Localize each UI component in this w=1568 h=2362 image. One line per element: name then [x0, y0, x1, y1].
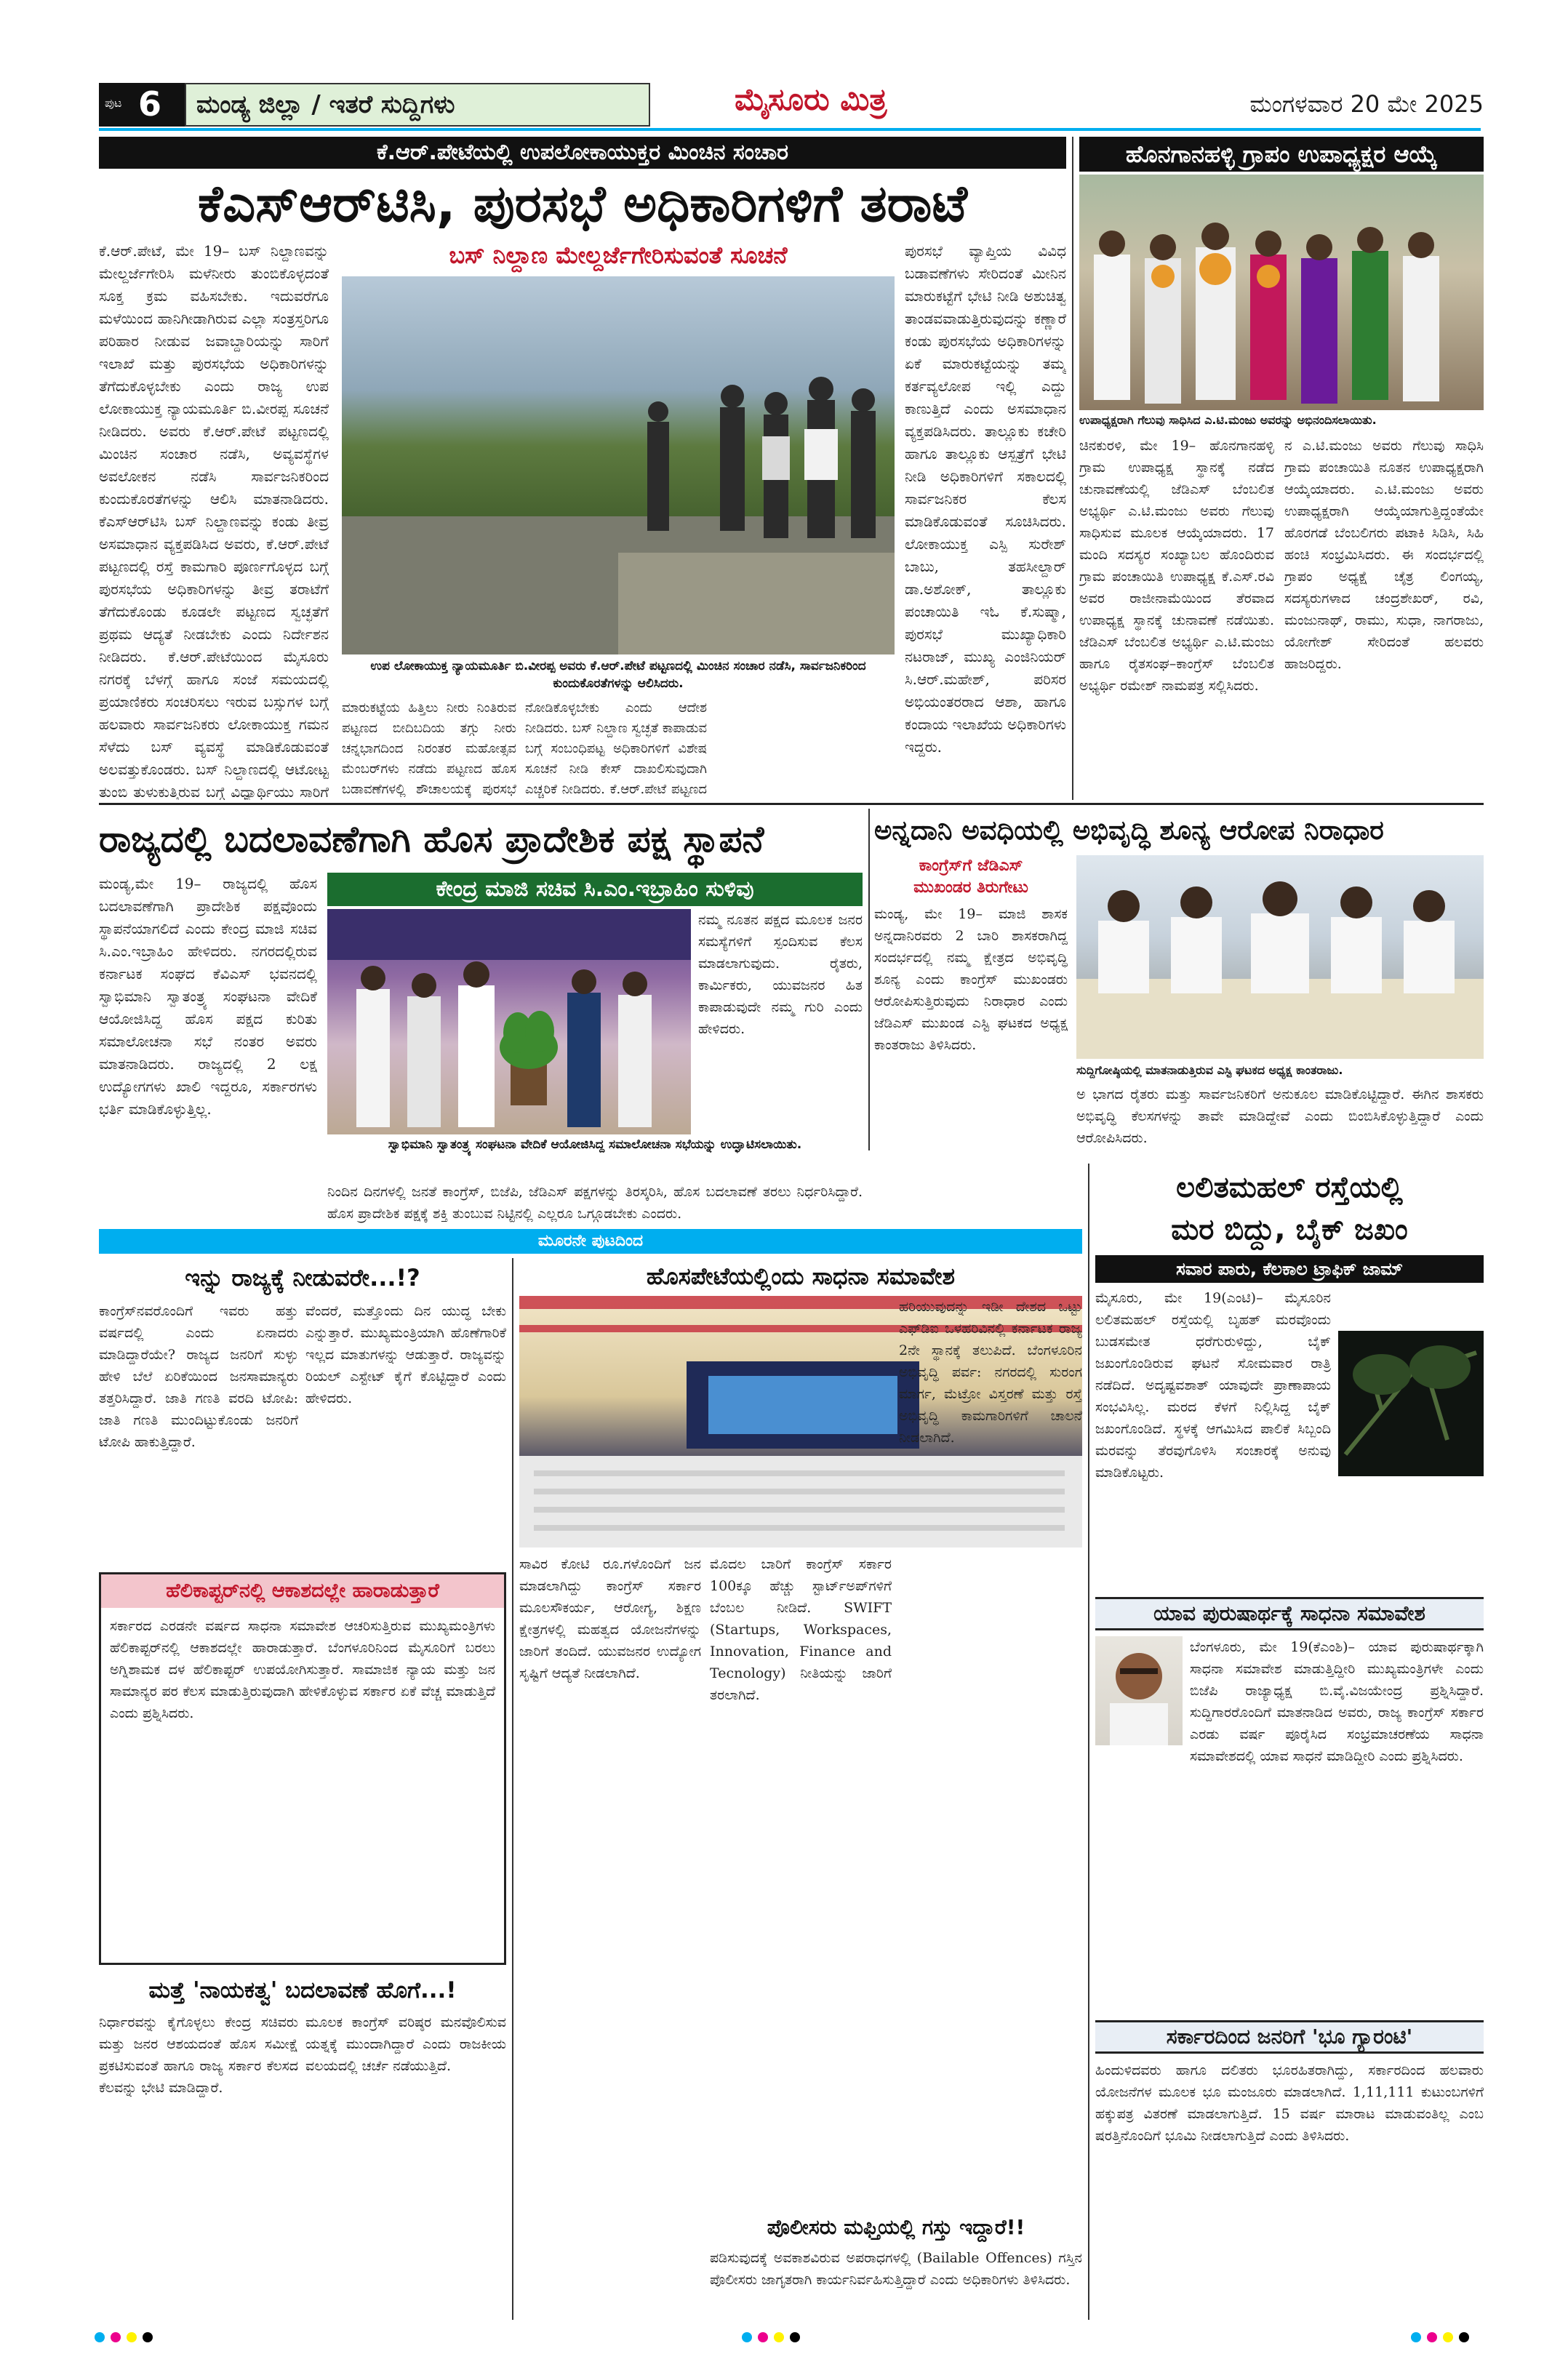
section-title-text: ಮಂಡ್ಯ ಜಿಲ್ಲಾ / ಇತರೆ ಸುದ್ದಿಗಳು	[196, 90, 455, 119]
story2-photo-caption: ಉಪಾಧ್ಯಕ್ಷರಾಗಿ ಗೆಲುವು ಸಾಧಿಸಿದ ಎ.ಟಿ.ಮಂಜು ಅವರನ್ನು ಅಭಿನಂದಿಸಲಾಯಿತು.	[1079, 413, 1377, 427]
story9-headline: ಪೊಲೀಸರು ಮಫ್ತಿಯಲ್ಲಿ ಗಸ್ತು ಇದ್ದಾರೆ!!	[767, 2215, 1025, 2239]
story1-col3: ನೋಡಿಕೊಳ್ಳಬೇಕು ಎಂದು ಆದೇಶ ನೀಡಿದರು. ಬಸ್ ನಿಲ್ದಾಣ ಸ್ವಚ್ಛತೆ ಕಾಪಾಡುವ ಬಗ್ಗೆ ಸಂಬಂಧಿಪಟ್ಟ ಅಧಿಕಾರಿಗಳಿಗೆ ವಿಶೇಷ ಸೂಚನೆ ನೀಡಿ ಕೇಸ್ ದಾಖಲಿಸುವುದಾಗಿ ಎಚ್ಚರಿಕೆ ನೀಡಿದರು. ಕೆ.ಆರ್.ಪೇಟೆ ಪಟ್ಟಣದ	[525, 700, 707, 797]
story3-col1: ಮಂಡ್ಯ,ಮೇ 19– ರಾಜ್ಯದಲ್ಲಿ ಹೊಸ ಬದಲಾವಣೆಗಾಗಿ ಪ್ರಾದೇಶಿಕ ಪಕ್ಷವೊಂದು ಸ್ಥಾಪನೆಯಾಗಲಿದೆ ಎಂದು ಕೇಂದ್ರ ಮಾಜಿ ಸಚಿವ ಸಿ.ಎಂ.ಇಬ್ರಾಹಿಂ ಹೇಳಿದರು. ನಗರದಲ್ಲಿರುವ ಕರ್ನಾಟಕ ಸಂಘದ ಕೆವಿಎಸ್ ಭವನದಲ್ಲಿ ಸ್ವಾಭಿಮಾನಿ ಸ್ವಾತಂತ್ರ್ಯ ಸಂಘಟನಾ ವೇದಿಕೆ ಆಯೋಜಿಸಿದ್ದ ಹೊಸ ಪಕ್ಷದ ಕುರಿತು ಸಮಾಲೋಚನಾ ಸಭೆ ನಂತರ ಅವರು ಮಾತನಾಡಿದರು. ರಾಜ್ಯದಲ್ಲಿ 2 ಲಕ್ಷ ಉದ್ಯೋಗಗಳು ಖಾಲಿ ಇದ್ದರೂ, ಸರ್ಕಾರಗಳು ಭರ್ತಿ ಮಾಡಿಕೊಳ್ಳುತ್ತಿಲ್ಲ.	[99, 875, 317, 1118]
story3-photo	[327, 909, 691, 1134]
reg-dot-magenta	[111, 2332, 121, 2342]
column-divider	[512, 1258, 513, 2320]
page-label: ಪುಟ	[105, 96, 122, 110]
story2-headline: ಹೊನಗಾನಹಳ್ಳಿ ಗ್ರಾಪಂ ಉಪಾಧ್ಯಕ್ಷರ ಆಯ್ಕೆ	[1079, 137, 1484, 172]
column-divider	[1072, 137, 1073, 800]
story12-headline-bar	[1095, 2020, 1484, 2054]
reg-dot-yellow	[774, 2332, 784, 2342]
story9-body: ಪಡಿಸುವುದಕ್ಕೆ ಅವಕಾಶವಿರುವ ಅಪರಾಧಗಳಲ್ಲಿ (Bailable Offences) ಗಸ್ತಿನ ಪೊಲೀಸರು ಜಾಗೃತರಾಗಿ ಕಾರ್ಯನಿರ್ವಹಿಸುತ್ತಿದ್ದಾರೆ ಎಂದು ಅಧಿಕಾರಿಗಳು ತಿಳಿಸಿದರು.	[710, 2250, 1082, 2288]
story2-photo	[1079, 175, 1484, 410]
story11-headline: ಯಾವ ಪುರುಷಾರ್ಥಕ್ಕೆ ಸಾಧನಾ ಸಮಾವೇಶ	[1153, 1601, 1425, 1625]
story10-photo	[1338, 1331, 1484, 1476]
section-title	[185, 83, 650, 127]
story4-col2: ಅ ಭಾಗದ ರೈತರು ಮತ್ತು ಸಾರ್ವಜನಿಕರಿಗೆ ಅನುಕೂಲ ಮಾಡಿಕೊಟ್ಟಿದ್ದಾರೆ. ಈಗಿನ ಶಾಸಕರು ಅಭಿವೃದ್ಧಿ ಕೆಲಸಗಳನ್ನು ತಾವೇ ಮಾಡಿದ್ದೇವೆ ಎಂದು ಬಿಂಬಿಸಿಕೊಳ್ಳುತ್ತಿದ್ದಾರೆ ಎಂದು ಆರೋಪಿಸಿದರು.	[1076, 1086, 1484, 1146]
issue-date: ಮಂಗಳವಾರ 20 ಮೇ 2025	[1249, 90, 1484, 118]
reg-dot-yellow	[1443, 2332, 1453, 2342]
story4-subhead-line1-text: ಕಾಂಗ್ರೆಸ್‌ಗೆ ಜೆಡಿಎಸ್	[919, 857, 1023, 875]
page-number-badge	[99, 83, 185, 127]
story12-body: ಹಿಂದುಳಿದವರು ಹಾಗೂ ದಲಿತರು ಭೂರಹಿತರಾಗಿದ್ದು, ಸರ್ಕಾರದಿಂದ ಹಲವಾರು ಯೋಜನೆಗಳ ಮೂಲಕ ಭೂ ಮಂಜೂರು ಮಾಡಲಾಗಿದೆ. 1,11,111 ಕುಟುಂಬಗಳಿಗೆ ಹಕ್ಕುಪತ್ರ ವಿತರಣೆ ಮಾಡಲಾಗುತ್ತಿದೆ. 15 ವರ್ಷ ಮಾರಾಟ ಮಾಡುವಂತಿಲ್ಲ ಎಂಬ ಷರತ್ತಿನೊಂದಿಗೆ ಭೂಮಿ ನೀಡಲಾಗುತ್ತಿದೆ ಎಂದು ತಿಳಿಸಿದರು.	[1095, 2062, 1484, 2144]
story6-box	[99, 1572, 506, 1965]
story4-subhead-line2-text: ಮುಖಂಡರ ತಿರುಗೇಟು	[913, 878, 1028, 897]
story1-headline: ಕೆಎಸ್‌ಆರ್‌ಟಿಸಿ, ಪುರಸಭೆ ಅಧಿಕಾರಿಗಳಿಗೆ ತರಾಟೆ	[197, 174, 968, 233]
story10-headline-line2: ಮರ ಬಿದ್ದು, ಬೈಕ್ ಜಖಂ	[1171, 1213, 1408, 1246]
continued-banner-text: ಮೂರನೇ ಪುಟದಿಂದ	[537, 1232, 644, 1250]
story1-col4: ಪುರಸಭೆ ವ್ಯಾಪ್ತಿಯ ವಿವಿಧ ಬಡಾವಣೆಗಳು ಸೇರಿದಂತೆ ಮೀನಿನ ಮಾರುಕಟ್ಟೆಗೆ ಭೇಟಿ ನೀಡಿ ಅಶುಚಿತ್ವ ತಾಂಡವವಾಡುತ್ತಿರುವುದನ್ನು ಕಣ್ಣಾರೆ ಕಂಡು ಪುರಸಭೆಯ ಅಧಿಕಾರಿಗಳನ್ನು ಏಕೆ ಮಾರುಕಟ್ಟೆಯನ್ನು ತಮ್ಮ ಕರ್ತವ್ಯಲೋಪ ಇಲ್ಲಿ ಎದ್ದು ಕಾಣುತ್ತಿದೆ ಎಂದು ಅಸಮಾಧಾನ ವ್ಯಕ್ತಪಡಿಸಿದರು. ತಾಲ್ಲೂಕು ಕಚೇರಿ ಹಾಗೂ ತಾಲ್ಲೂಕು ಆಸ್ಪತ್ರೆಗೆ ಭೇಟಿ ನೀಡಿ ಅಧಿಕಾರಿಗಳಿಗೆ ಸಕಾಲದಲ್ಲಿ ಸಾರ್ವಜನಿಕರ ಕೆಲಸ ಮಾಡಿಕೊಡುವಂತೆ ಸೂಚಿಸಿದರು. ಲೋಕಾಯುಕ್ತ ಎಸ್ಪಿ ಸುರೇಶ್ ಬಾಬು, ತಹಸೀಲ್ದಾರ್ ಡಾ.ಅಶೋಕ್, ತಾಲ್ಲೂಕು ಪಂಚಾಯಿತಿ ಇಓ ಕೆ.ಸುಷ್ಮಾ, ಪುರಸಭೆ ಮುಖ್ಯಾಧಿಕಾರಿ ನಟರಾಜ್, ಮುಖ್ಯ ಎಂಜಿನಿಯರ್ ಸಿ.ಆರ್.ಮಹೇಶ್, ಪರಿಸರ ಅಭಿಯಂತರರಾದ ಆಶಾ, ಹಾಗೂ ಕಂದಾಯ ಇಲಾಖೆಯ ಅಧಿಕಾರಿಗಳು ಇದ್ದರು.	[905, 242, 1066, 756]
story5-col1: ಕಾಂಗ್ರೆಸ್‌ನವರೊಂದಿಗೆ ಇವರು ಹತ್ತು ವರ್ಷದಲ್ಲಿ ಎಂದು ಏನಾದರು ಮಾಡಿದ್ದಾರೆಯೇ? ರಾಜ್ಯದ ಜನರಿಗೆ ಸುಳ್ಳು ಹೇಳಿ ಬೆಲೆ ಏರಿಕೆಯಿಂದ ಜನಸಾಮಾನ್ಯರು ತತ್ತರಿಸಿದ್ದಾರೆ. ಜಾತಿ ಗಣತಿ ವರದಿ ಟೋಪಿ: ಜಾತಿ ಗಣತಿ ಮುಂದಿಟ್ಟುಕೊಂಡು ಜನರಿಗೆ ಟೋಪಿ ಹಾಕುತ್ತಿದ್ದಾರೆ.	[99, 1303, 298, 1450]
registration-marks-center	[742, 2331, 844, 2346]
story4-headline: ಅನ್ನದಾನಿ ಅವಧಿಯಲ್ಲಿ ಅಭಿವೃದ್ಧಿ ಶೂನ್ಯ ಆರೋಪ ನಿರಾಧಾರ	[874, 814, 1384, 846]
story4-photo-scene	[1076, 855, 1484, 1059]
masthead-rule	[99, 128, 1481, 131]
reg-dot-cyan	[95, 2332, 105, 2342]
column-divider	[1088, 1164, 1089, 2320]
story6-body: ಸರ್ಕಾರದ ಎರಡನೇ ವರ್ಷದ ಸಾಧನಾ ಸಮಾವೇಶ ಆಚರಿಸುತ್ತಿರುವ ಮುಖ್ಯಮಂತ್ರಿಗಳು ಹೆಲಿಕಾಪ್ಟರ್‌ನಲ್ಲಿ ಆಕಾಶದಲ್ಲೇ ಹಾರಾಡುತ್ತಾರೆ. ಬೆಂಗಳೂರಿನಿಂದ ಮೈಸೂರಿಗೆ ಬರಲು ಅಗ್ನಿಶಾಮಕ ದಳ ಹೆಲಿಕಾಪ್ಟರ್ ಉಪಯೋಗಿಸುತ್ತಾರೆ. ಸಾಮಾಜಿಕ ನ್ಯಾಯ ಮತ್ತು ಜನ ಸಾಮಾನ್ಯರ ಪರ ಕೆಲಸ ಮಾಡುತ್ತಿರುವುದಾಗಿ ಹೇಳಿಕೊಳ್ಳುವ ಸರ್ಕಾರ ಏಕೆ ವೆಚ್ಚ ಮಾಡುತ್ತಿದೆ ಎಂದು ಪ್ರಶ್ನಿಸಿದರು.	[110, 1618, 495, 1721]
reg-dot-magenta	[758, 2332, 768, 2342]
story6-headline-bar	[101, 1574, 504, 1608]
story8-col2: ಮೊದಲ ಬಾರಿಗೆ ಕಾಂಗ್ರೆಸ್ ಸರ್ಕಾರ 100ಕ್ಕೂ ಹೆಚ್ಚು ಸ್ಟಾರ್ಟ್‌ಅಪ್‌ಗಳಿಗೆ ಬೆಂಬಲ ನೀಡಿದೆ. SWIFT (Startups, Workspaces, Innovation, Finance and Tecnology) ನೀತಿಯನ್ನು ಜಾರಿಗೆ ತರಲಾಗಿದೆ.	[710, 1556, 892, 1703]
reg-dot-cyan	[742, 2332, 752, 2342]
reg-dot-black	[790, 2332, 800, 2342]
story7-col2: ಮೂಲಕ ಕಾಂಗ್ರೆಸ್ ವರಿಷ್ಠರ ಮನವೊಲಿಸುವ ಯತ್ನಕ್ಕೆ ಮುಂದಾಗಿದ್ದಾರೆ ಎಂದು ರಾಜಕೀಯ ವಲಯದಲ್ಲಿ ಚರ್ಚೆ ನಡೆಯುತ್ತಿದೆ.	[305, 2014, 506, 2074]
story10-body: ಮೈಸೂರು, ಮೇ 19(ಎಂಟಿ)– ಮೈಸೂರಿನ ಲಲಿತಮಹಲ್ ರಸ್ತೆಯಲ್ಲಿ ಬೃಹತ್ ಮರವೊಂದು ಬುಡಸಮೇತ ಧರೆಗುರುಳಿದ್ದು, ಬೈಕ್ ಜಖಂಗೊಂಡಿರುವ ಘಟನೆ ಸೋಮವಾರ ರಾತ್ರಿ ನಡೆದಿದೆ. ಅದೃಷ್ಟವಶಾತ್ ಯಾವುದೇ ಪ್ರಾಣಾಪಾಯ ಸಂಭವಿಸಿಲ್ಲ. ಮರದ ಕೆಳಗೆ ನಿಲ್ಲಿಸಿದ್ದ ಬೈಕ್ ಜಖಂಗೊಂಡಿದೆ. ಸ್ಥಳಕ್ಕೆ ಆಗಮಿಸಿದ ಪಾಲಿಕೆ ಸಿಬ್ಬಂದಿ ಮರವನ್ನು ತೆರವುಗೊಳಿಸಿ ಸಂಚಾರಕ್ಕೆ ಅನುವು ಮಾಡಿಕೊಟ್ಟರು.	[1095, 1290, 1331, 1481]
reg-dot-yellow	[127, 2332, 137, 2342]
reg-dot-black	[1459, 2332, 1469, 2342]
story10-strap: ಸವಾರ ಪಾರು, ಕೆಲಕಾಲ ಟ್ರಾಫಿಕ್ ಜಾಮ್	[1095, 1255, 1484, 1283]
reg-dot-cyan	[1411, 2332, 1421, 2342]
reg-dot-magenta	[1427, 2332, 1437, 2342]
story3-col2: ನಿಂದಿನ ದಿನಗಳಲ್ಲಿ ಜನತೆ ಕಾಂಗ್ರೆಸ್, ಬಿಜೆಪಿ, ಜೆಡಿಎಸ್ ಪಕ್ಷಗಳನ್ನು ತಿರಸ್ಕರಿಸಿ, ಹೊಸ ಬದಲಾವಣೆ ತರಲು ನಿರ್ಧರಿಸಿದ್ದಾರೆ. ಹೊಸ ಪ್ರಾದೇಶಿಕ ಪಕ್ಷಕ್ಕೆ ಶಕ್ತಿ ತುಂಬುವ ನಿಟ್ಟಿನಲ್ಲಿ ಎಲ್ಲರೂ ಒಗ್ಗೂಡಬೇಕು ಎಂದರು.	[327, 1184, 863, 1222]
page-number: 6	[138, 84, 162, 124]
registration-marks-right	[1411, 2331, 1513, 2346]
column-divider	[868, 809, 870, 1150]
story4-photo-caption: ಸುದ್ದಿಗೋಷ್ಠಿಯಲ್ಲಿ ಮಾತನಾಡುತ್ತಿರುವ ಎಸ್ಟಿ ಘಟಕದ ಅಧ್ಯಕ್ಷ ಕಾಂತರಾಜು.	[1076, 1063, 1343, 1077]
story11-body: ಬೆಂಗಳೂರು, ಮೇ 19(ಕೆಎಂಶಿ)– ಯಾವ ಪುರುಷಾರ್ಥಕ್ಕಾಗಿ ಸಾಧನಾ ಸಮಾವೇಶ ಮಾಡುತ್ತಿದ್ದೀರಿ ಮುಖ್ಯಮಂತ್ರಿಗಳೇ ಎಂದು ಬಿಜೆಪಿ ರಾಜ್ಯಾಧ್ಯಕ್ಷ ಬಿ.ವೈ.ವಿಜಯೇಂದ್ರ ಪ್ರಶ್ನಿಸಿದ್ದಾರೆ. ಸುದ್ದಿಗಾರರೊಂದಿಗೆ ಮಾತನಾಡಿದ ಅವರು, ರಾಜ್ಯ ಕಾಂಗ್ರೆಸ್ ಸರ್ಕಾರ ಎರಡು ವರ್ಷ ಪೂರೈಸಿದ ಸಂಭ್ರಮಾಚರಣೆಯ ಸಾಧನಾ ಸಮಾವೇಶದಲ್ಲಿ ಯಾವ ಸಾಧನೆ ಮಾಡಿದ್ದೀರಿ ಎಂದು ಪ್ರಶ್ನಿಸಿದರು.	[1190, 1639, 1484, 1764]
reg-dot-black	[143, 2332, 153, 2342]
paper-name: ಮೈಸೂರು ಮಿತ್ರ	[735, 81, 887, 117]
story5-headline: ಇನ್ನು ರಾಜ್ಯಕ್ಕೆ ನೀಡುವರೇ...!?	[185, 1264, 420, 1292]
story1-col1: ಕೆ.ಆರ್.ಪೇಟೆ, ಮೇ 19– ಬಸ್ ನಿಲ್ದಾಣವನ್ನು ಮೇಲ್ದರ್ಜೆಗೇರಿಸಿ ಮಳೆನೀರು ತುಂಬಿಕೊಳ್ಳದಂತೆ ಸೂಕ್ತ ಕ್ರಮ ವಹಿಸಬೇಕು. ಇದುವರೆಗೂ ಮಳೆಯಿಂದ ಹಾನಿಗೀಡಾಗಿರುವ ಎಲ್ಲಾ ಸಂತ್ರಸ್ತರಿಗೂ ಪರಿಹಾರ ನೀಡುವ ಜವಾಬ್ದಾರಿಯನ್ನು ಸಾರಿಗೆ ಇಲಾಖೆ ಮತ್ತು ಪುರಸಭೆಯ ಅಧಿಕಾರಿಗಳನ್ನು ತೆಗೆದುಕೊಳ್ಳಬೇಕು ಎಂದು ರಾಜ್ಯ ಉಪ ಲೋಕಾಯುಕ್ತ ನ್ಯಾಯಮೂರ್ತಿ ಬಿ.ವೀರಪ್ಪ ಸೂಚನೆ ನೀಡಿದರು. ಅವರು ಕೆ.ಆರ್.ಪೇಟೆ ಪಟ್ಟಣದಲ್ಲಿ ಮಿಂಚಿನ ಸಂಚಾರ ನಡೆಸಿ, ಅವ್ಯವಸ್ಥೆಗಳ ಅವಲೋಕನ ನಡೆಸಿ ಸಾರ್ವಜನಿಕರಿಂದ ಕುಂದುಕೊರತೆಗಳನ್ನು ಆಲಿಸಿ ಮಾತನಾಡಿದರು. ಕೆಎಸ್‌ಆರ್‌ಟಿಸಿ ಬಸ್ ನಿಲ್ದಾಣವನ್ನು ಕಂಡು ತೀವ್ರ ಅಸಮಾಧಾನ ವ್ಯಕ್ತಪಡಿಸಿದ ಅವರು, ಕೆ.ಆರ್.ಪೇಟೆ ಪಟ್ಟಣದಲ್ಲಿ ರಸ್ತೆ ಕಾಮಗಾರಿ ಪೂರ್ಣಗೊಳ್ಳದ ಬಗ್ಗೆ ಪುರಸಭೆಯ ಅಧಿಕಾರಿಗಳನ್ನು ತೀವ್ರ ತರಾಟೆಗೆ ತೆಗೆದುಕೊಂಡು ಕೂಡಲೇ ಪಟ್ಟಣದ ಸ್ವಚ್ಛತೆಗೆ ಪ್ರಥಮ ಆದ್ಯತೆ ನೀಡಬೇಕು ಎಂದು ನಿರ್ದೇಶನ ನೀಡಿದರು. ಕೆ.ಆರ್.ಪೇಟೆಯಿಂದ ಮೈಸೂರು ನಗರಕ್ಕೆ ಬೆಳಗ್ಗೆ ಹಾಗೂ ಸಂಜೆ ಸಮಯದಲ್ಲಿ ಪ್ರಯಾಣಿಕರು ಸಂಚರಿಸಲು ಇರುವ ಬಸ್ಸುಗಳ ಬಗ್ಗೆ ಹಲವಾರು ಸಾರ್ವಜನಿಕರು ಲೋಕಾಯುಕ್ತ ಗಮನ ಸೆಳೆದು ಬಸ್ ವ್ಯವಸ್ಥೆ ಮಾಡಿಕೊಡುವಂತೆ ಅಲವತ್ತುಕೊಂಡರು. ಬಸ್ ನಿಲ್ದಾಣದಲ್ಲಿ ಆಟೋಟ್ಟ ತುಂಬಿ ತುಳುಕುತ್ತಿರುವ ಬಗ್ಗೆ ವಿಧ್ಯಾರ್ಥಿಯು ಸಾರಿಗೆ	[99, 242, 329, 800]
story3-headline: ರಾಜ್ಯದಲ್ಲಿ ಬದಲಾವಣೆಗಾಗಿ ಹೊಸ ಪ್ರಾದೇಶಿಕ ಪಕ್ಷ ಸ್ಥಾಪನೆ	[99, 818, 764, 860]
section-divider	[99, 803, 1484, 805]
story4-col1-text: ಮಂಡ್ಯ, ಮೇ 19– ಮಾಜಿ ಶಾಸಕ ಅನ್ನದಾನಿರವರು 2 ಬಾರಿ ಶಾಸಕರಾಗಿದ್ದ ಸಂದರ್ಭದಲ್ಲಿ ನಮ್ಮ ಕ್ಷೇತ್ರದ ಅಭಿವೃದ್ಧಿ ಶೂನ್ಯ ಎಂದು ಕಾಂಗ್ರೆಸ್ ಮುಖಂಡರು ಆರೋಪಿಸುತ್ತಿರುವುದು ನಿರಾಧಾರ ಎಂದು ಜೆಡಿಎಸ್ ಮುಖಂಡ ಎಸ್ಟಿ ಘಟಕದ ಅಧ್ಯಕ್ಷ ಕಾಂತರಾಜು ತಿಳಿಸಿದರು.	[874, 906, 1068, 1053]
story2-col1: ಚಿನಕುರಳಿ, ಮೇ 19– ಹೊನಗಾನಹಳ್ಳಿ ಗ್ರಾಮ ಉಪಾಧ್ಯಕ್ಷ ಸ್ಥಾನಕ್ಕೆ ನಡೆದ ಚುನಾವಣೆಯಲ್ಲಿ ಜೆಡಿಎಸ್ ಬೆಂಬಲಿತ ಅಭ್ಯರ್ಥಿ ಎ.ಟಿ.ಮಂಜು ಅವರು ಗೆಲುವು ಸಾಧಿಸುವ ಮೂಲಕ ಆಯ್ಕೆಯಾದರು. 17 ಮಂದಿ ಸದಸ್ಯರ ಸಂಖ್ಯಾಬಲ ಹೊಂದಿರುವ ಗ್ರಾಮ ಪಂಚಾಯಿತಿ ಉಪಾಧ್ಯಕ್ಷ ಕೆ.ಎಸ್.ರವಿ ಅವರ ರಾಜೀನಾಮೆಯಿಂದ ತೆರವಾದ ಉಪಾಧ್ಯಕ್ಷ ಸ್ಥಾನಕ್ಕೆ ಚುನಾವಣೆ ನಡೆಯಿತು. ಜೆಡಿಎಸ್ ಬೆಂಬಲಿತ ಅಭ್ಯರ್ಥಿ ಎ.ಟಿ.ಮಂಜು ಹಾಗೂ ರೈತಸಂಘ–ಕಾಂಗ್ರೆಸ್ ಬೆಂಬಲಿತ ಅಭ್ಯರ್ಥಿ ರಮೇಶ್ ನಾಮಪತ್ರ ಸಲ್ಲಿಸಿದರು.	[1079, 438, 1274, 694]
story2-photo-scene	[1079, 175, 1484, 410]
story1-subhead: ಬಸ್ ನಿಲ್ದಾಣ ಮೇಲ್ದರ್ಜೆಗೇರಿಸುವಂತೆ ಸೂಚನೆ	[449, 241, 788, 269]
story1-col2: ಮಾರುಕಟ್ಟೆಯ ಹಿತ್ತಿಲು ನೀರು ನಿಂತಿರುವ ಪಟ್ಟಣದ ಬೀದಿಬದಿಯ ತಗ್ಗು ನೀರು ಚನ್ನಭಾಗದಿಂದ ನಿರಂತರ ಮಹೋತ್ಸವ ಮೆಂಬರ್‌ಗಳು ನಡೆದು ಪಟ್ಟಣದ ಹೊಸ ಬಡಾವಣೆಗಳಲ್ಲಿ ಶೌಚಾಲಯಕ್ಕೆ ಪುರಸಭೆ	[342, 700, 516, 797]
story3-subhead-bar	[327, 873, 863, 906]
story3-col3: ನಮ್ಮ ನೂತನ ಪಕ್ಷದ ಮೂಲಕ ಜನರ ಸಮಸ್ಯೆಗಳಿಗೆ ಸ್ಪಂದಿಸುವ ಕೆಲಸ ಮಾಡಲಾಗುವುದು. ರೈತರು, ಕಾರ್ಮಿಕರು, ಯುವಜನರ ಹಿತ ಕಾಪಾಡುವುದೇ ನಮ್ಮ ಗುರಿ ಎಂದು ಹೇಳಿದರು.	[698, 912, 863, 1037]
story12-headline: ಸರ್ಕಾರದಿಂದ ಜನರಿಗೆ 'ಭೂ ಗ್ಯಾರಂಟಿ'	[1166, 2025, 1413, 2049]
story4-col1	[874, 855, 1068, 1161]
story7-col1: ನಿರ್ಧಾರವನ್ನು ಕೈಗೊಳ್ಳಲು ಕೇಂದ್ರ ಸಚಿವರು ಮತ್ತು ಜನರ ಆಶಯದಂತೆ ಹೊಸ ಸಮೀಕ್ಷೆ ಪ್ರಕಟಿಸುವಂತೆ ಹಾಗೂ ರಾಜ್ಯ ಸರ್ಕಾರ ಕೆಲಸದ ಕೆಲವನ್ನು ಭೇಟಿ ಮಾಡಿದ್ದಾರೆ.	[99, 2014, 298, 2096]
story1-photo-scene	[342, 276, 895, 654]
story1-photo	[342, 276, 895, 654]
story7-headline: ಮತ್ತೆ 'ನಾಯಕತ್ವ' ಬದಲಾವಣೆ ಹೊಗೆ...!	[148, 1977, 457, 2003]
story8-headline: ಹೊಸಪೇಟೆಯಲ್ಲಿಂದು ಸಾಧನಾ ಸಮಾವೇಶ	[646, 1262, 956, 1290]
story2-col2: ನ ಎ.ಟಿ.ಮಂಜು ಅವರು ಗೆಲುವು ಸಾಧಿಸಿ ಗ್ರಾಮ ಪಂಚಾಯಿತಿ ನೂತನ ಉಪಾಧ್ಯಕ್ಷರಾಗಿ ಆಯ್ಕೆಯಾದರು. ಎ.ಟಿ.ಮಂಜು ಅವರು ಉಪಾಧ್ಯಕ್ಷರಾಗಿ ಆಯ್ಕೆಯಾಗುತ್ತಿದ್ದಂತೆಯೇ ಹೊರಗಡೆ ಬೆಂಬಲಿಗರು ಪಟಾಕಿ ಸಿಡಿಸಿ, ಸಿಹಿ ಹಂಚಿ ಸಂಭ್ರಮಿಸಿದರು. ಈ ಸಂದರ್ಭದಲ್ಲಿ ಗ್ರಾಪಂ ಅಧ್ಯಕ್ಷೆ ಚೈತ್ರ ಲಿಂಗಯ್ಯ, ಸದಸ್ಯರುಗಳಾದ ಚಂದ್ರಶೇಖರ್, ರವಿ, ಮಂಜುನಾಥ್, ರಾಮು, ಸುಧಾ, ನಾಗರಾಜು, ಯೋಗೇಶ್ ಸೇರಿದಂತೆ ಹಲವರು ಹಾಜರಿದ್ದರು.	[1284, 438, 1484, 672]
story1-photo-caption: ಉಪ ಲೋಕಾಯುಕ್ತ ನ್ಯಾಯಮೂರ್ತಿ ಬಿ.ವೀರಪ್ಪ ಅವರು ಕೆ.ಆರ್.ಪೇಟೆ ಪಟ್ಟಣದಲ್ಲಿ ಮಿಂಚಿನ ಸಂಚಾರ ನಡೆಸಿ, ಸಾರ್ವಜನಿಕರಿಂದ ಕುಂದುಕೊರತೆಗಳನ್ನು ಆಲಿಸಿದರು.	[370, 659, 866, 691]
story1-kicker: ಕೆ.ಆರ್.ಪೇಟೆಯಲ್ಲಿ ಉಪಲೋಕಾಯುಕ್ತರ ಮಿಂಚಿನ ಸಂಚಾರ	[99, 137, 1066, 169]
registration-marks-left	[95, 2331, 196, 2346]
story3-photo-scene	[327, 909, 691, 1134]
story11-headline-bar	[1095, 1597, 1484, 1630]
story4-subhead	[874, 855, 1068, 899]
story3-photo-caption: ಸ್ವಾಭಿಮಾನಿ ಸ್ವಾತಂತ್ರ್ಯ ಸಂಘಟನಾ ವೇದಿಕೆ ಆಯೋಜಿಸಿದ್ದ ಸಮಾಲೋಚನಾ ಸಭೆಯನ್ನು ಉದ್ಘಾಟಿಸಲಾಯಿತು.	[388, 1137, 802, 1152]
continued-banner	[99, 1229, 1082, 1254]
story8-col1: ಸಾವಿರ ಕೋಟಿ ರೂ.ಗಳೊಂದಿಗೆ ಜನ ಮಾಡಲಾಗಿದ್ದು ಕಾಂಗ್ರೆಸ್ ಸರ್ಕಾರ ಮೂಲಸೌಕರ್ಯ, ಆರೋಗ್ಯ, ಶಿಕ್ಷಣ ಕ್ಷೇತ್ರಗಳಲ್ಲಿ ಮಹತ್ವದ ಯೋಜನೆಗಳನ್ನು ಜಾರಿಗೆ ತಂದಿದೆ. ಯುವಜನರ ಉದ್ಯೋಗ ಸೃಷ್ಟಿಗೆ ಆದ್ಯತೆ ನೀಡಲಾಗಿದೆ.	[519, 1556, 701, 1681]
story8-col3: ಹರಿಯುವುದನ್ನು ಇಡೀ ದೇಶದ ಒಟ್ಟು ಎಫ್‌ಡಿಐ ಒಳಹರಿವಿನಲ್ಲಿ ಕರ್ನಾಟಕ ರಾಜ್ಯ 2ನೇ ಸ್ಥಾನಕ್ಕೆ ತಲುಪಿದೆ. ಬೆಂಗಳೂರಿನ ಅಭಿವೃದ್ಧಿ ಪರ್ವ: ನಗರದಲ್ಲಿ ಸುರಂಗ ಮಾರ್ಗ, ಮೆಟ್ರೋ ವಿಸ್ತರಣೆ ಮತ್ತು ರಸ್ತೆ ಅಭಿವೃದ್ಧಿ ಕಾಮಗಾರಿಗಳಿಗೆ ಚಾಲನೆ ನೀಡಲಾಗಿದೆ.	[899, 1299, 1082, 1446]
story6-headline: ಹೆಲಿಕಾಪ್ಟರ್‌ನಲ್ಲಿ ಆಕಾಶದಲ್ಲೇ ಹಾರಾಡುತ್ತಾರೆ	[166, 1580, 439, 1602]
story10-headline-line1: ಲಲಿತಮಹಲ್ ರಸ್ತೆಯಲ್ಲಿ	[1176, 1171, 1403, 1204]
story10-photo-scene	[1338, 1331, 1484, 1476]
story3-subhead: ಕೇಂದ್ರ ಮಾಜಿ ಸಚಿವ ಸಿ.ಎಂ.ಇಬ್ರಾಹಿಂ ಸುಳಿವು	[436, 876, 754, 902]
story4-photo	[1076, 855, 1484, 1059]
story5-col2: ವೆಂದರೆ, ಮತ್ತೊಂದು ದಿನ ಯುದ್ಧ ಬೇಕು ಎನ್ನುತ್ತಾರೆ. ಮುಖ್ಯಮಂತ್ರಿಯಾಗಿ ಹೊಣೆಗಾರಿಕೆ ಇಲ್ಲದ ಮಾತುಗಳನ್ನು ಆಡುತ್ತಾರೆ. ರಾಜ್ಯವನ್ನು ರಿಯಲ್ ಎಸ್ಟೇಟ್ ಕೈಗೆ ಕೊಟ್ಟಿದ್ದಾರೆ ಎಂದು ಹೇಳಿದರು.	[305, 1303, 506, 1406]
